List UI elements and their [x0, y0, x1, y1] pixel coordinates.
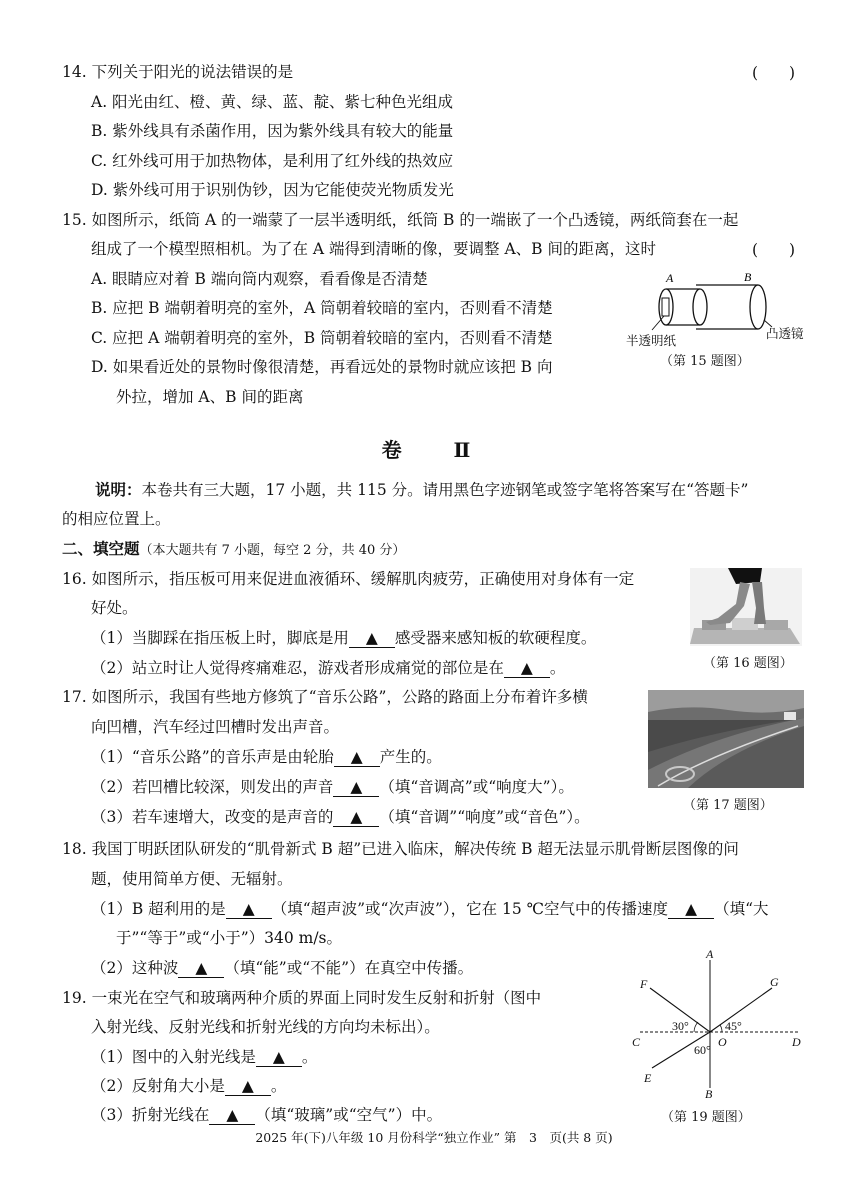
q18-blank3[interactable]: ▲ [178, 959, 224, 978]
mat [690, 628, 800, 644]
q18-blank1[interactable]: ▲ [226, 900, 272, 919]
q15-option-d-line2: 外拉，增加 A、B 间的距离 [116, 388, 304, 406]
q18-sub1-pre: （1）B 超利用的是 [91, 900, 226, 918]
q17-stem-line2: 向凹槽，汽车经过凹槽时发出声音。 [91, 718, 340, 736]
q15-answer-paren[interactable]: ( ) [752, 241, 796, 259]
q17-sub3-post: （填“音调”“响度”或“音色”）。 [379, 808, 590, 826]
q15-stem-line2: 组成了一个模型照相机。为了在 A 端得到清晰的像，要调整 A、B 间的距离，这时 [91, 240, 656, 258]
q14-option-d: D. 紫外线可用于识别伪钞，因为它能使荧光物质发光 [91, 181, 454, 199]
q17-sub2 [91, 776, 574, 798]
q19-sub2 [91, 1075, 286, 1097]
q18-sub1 [91, 898, 769, 920]
q19-blank3[interactable]: ▲ [209, 1106, 255, 1125]
section-note-text: 本卷共有三大题，17 小题，共 115 分。请用黑色字迹钢笔或签字笔将答案写在“答题卡” [141, 481, 749, 499]
page-footer: 2025 年(下)八年级 10 月份科学“独立作业” 第 3 页(共 8 页) [255, 1130, 613, 1145]
q18-blank2[interactable]: ▲ [668, 900, 714, 919]
label-a: A [706, 948, 714, 961]
q16-acupressure-photo [690, 568, 802, 646]
q16-sub2-post: 。 [549, 659, 566, 677]
q17-sub2-pre: （2）若凹槽比较深，则发出的声音 [91, 778, 334, 796]
car [784, 712, 796, 720]
label-g: G [770, 975, 779, 989]
section-note-line2: 的相应位置上。 [62, 510, 171, 528]
angle-30: 30° [672, 1019, 689, 1033]
mat-tile [764, 620, 788, 630]
tube-b-lens-end [750, 285, 766, 329]
q14-option-a: A. 阳光由红、橙、黄、绿、蓝、靛、紫七种色光组成 [91, 93, 454, 111]
q16-sub1-pre: （1）当脚踩在指压板上时，脚底是用 [91, 629, 349, 647]
q19-sub3-pre: （3）折射光线在 [91, 1106, 210, 1124]
angle-45: 45° [725, 1019, 742, 1033]
q16-stem-line1: 16. 如图所示，指压板可用来促进血液循环、缓解肌肉疲劳，正确使用对身体有一定 [62, 570, 635, 588]
q18-sub2-pre: （2）这种波 [91, 959, 179, 977]
q19-sub1-post: 。 [301, 1048, 318, 1066]
q17-sub2-post: （填“音调高”或“响度大”）。 [379, 778, 574, 796]
q17-music-road-photo [648, 690, 804, 788]
q19-blank2[interactable]: ▲ [225, 1077, 271, 1096]
q14-option-b: B. 紫外线具有杀菌作用，因为紫外线具有较大的能量 [91, 122, 454, 140]
arc-30 [694, 1022, 698, 1032]
q15-option-d: D. 如果看近处的景物时像很清楚，再看远处的景物时就应该把 B 向 [91, 358, 553, 376]
q18-stem-line1: 18. 我国丁明跃团队研发的“肌骨新式 B 超”已进入临床，解决传统 B 超无法显示肌骨断层图像的问 [62, 840, 739, 858]
q14-option-c: C. 红外线可用于加热物体，是利用了红外线的热效应 [91, 152, 454, 170]
q15-option-c: C. 应把 A 端朝着明亮的室外，B 筒朝着较暗的室内，否则看不清楚 [91, 329, 553, 347]
q19-sub2-pre: （2）反射角大小是 [91, 1077, 225, 1095]
q17-blank3[interactable]: ▲ [333, 808, 379, 827]
q16-sub1-post: 感受器来感知板的软硬程度。 [394, 629, 597, 647]
part-note: （本大题共有 7 小题，每空 2 分，共 40 分） [139, 543, 406, 558]
q19-blank1[interactable]: ▲ [256, 1048, 302, 1067]
section-note-label: 说明： [95, 480, 142, 499]
q19-sub2-post: 。 [270, 1077, 287, 1095]
q14-answer-paren[interactable]: ( ) [752, 64, 796, 82]
acupressure-board-illustration [690, 568, 802, 646]
q19-sub3 [91, 1104, 442, 1126]
q15-option-a: A. 眼睛应对着 B 端向筒内观察，看看像是否清楚 [91, 270, 428, 288]
q16-sub1 [91, 627, 596, 649]
q17-stem-line1: 17. 如图所示，我国有些地方修筑了“音乐公路”，公路的路面上分布着许多横 [62, 688, 588, 706]
q16-blank2[interactable]: ▲ [504, 659, 550, 678]
q19-stem-line2: 入射光线、反射光线和折射光线的方向均未标出）。 [91, 1018, 440, 1036]
label-c: C [632, 1035, 641, 1049]
section-note [95, 479, 748, 501]
q18-sub1-mid: （填“超声波”或“次声波”），它在 15 ℃空气中的传播速度 [271, 900, 669, 918]
q18-sub2 [91, 957, 473, 979]
angle-60: 60° [694, 1043, 711, 1057]
q18-sub1-line2: 于”“等于”或“小于”）340 m/s。 [116, 929, 343, 947]
q18-sub1-post: （填“大 [714, 900, 769, 918]
section-title: 卷 Ⅱ [381, 438, 487, 462]
part-heading [62, 538, 405, 562]
q17-blank2[interactable]: ▲ [333, 778, 379, 797]
label-convex-lens: 凸透镜 [766, 326, 804, 341]
q19-caption: （第 19 题图） [661, 1110, 751, 1125]
q17-sub3 [91, 806, 590, 828]
q17-caption: （第 17 题图） [683, 798, 773, 813]
shorts [728, 568, 762, 584]
leg-right [752, 582, 766, 624]
label-d: D [792, 1035, 801, 1049]
q19-sub1-pre: （1）图中的入射光线是 [91, 1048, 256, 1066]
q15-stem-line1: 15. 如图所示，纸筒 A 的一端蒙了一层半透明纸，纸筒 B 的一端嵌了一个凸透镜，两纸筒套在一起 [62, 211, 739, 229]
q18-stem-line2: 题，使用简单方便、无辐射。 [91, 870, 293, 888]
label-a: A [666, 272, 674, 285]
arc-45 [720, 1025, 722, 1032]
q14-stem: 14. 下列关于阳光的说法错误的是 [62, 63, 294, 81]
q15-option-b: B. 应把 B 端朝着明亮的室外，A 筒朝着较暗的室内，否则看不清楚 [91, 299, 553, 317]
tube-a-inner-end [693, 289, 707, 325]
q19-stem-line1: 19. 一束光在空气和玻璃两种介质的界面上同时发生反射和折射（图中 [62, 989, 542, 1007]
q19-sub1 [91, 1046, 317, 1068]
q15-caption: （第 15 题图） [660, 354, 750, 369]
q18-sub2-post: （填“能”或“不能”）在真空中传播。 [224, 959, 474, 977]
q19-light-figure [622, 948, 810, 1100]
q16-sub2-pre: （2）站立时让人觉得疼痛难忍，游戏者形成痛觉的部位是在 [91, 659, 504, 677]
q16-blank1[interactable]: ▲ [349, 629, 395, 648]
label-b: B [705, 1087, 713, 1100]
part-title: 二、填空题 [62, 539, 140, 558]
label-e: E [644, 1071, 652, 1085]
q16-caption: （第 16 题图） [703, 656, 793, 671]
label-b: B [744, 272, 752, 284]
label-translucent-paper: 半透明纸 [626, 333, 677, 348]
q17-sub1-post: 产生的。 [379, 748, 442, 766]
q17-sub1 [91, 746, 442, 768]
q17-blank1[interactable]: ▲ [334, 748, 380, 767]
label-o: O [718, 1035, 727, 1049]
label-f: F [640, 977, 648, 991]
q16-stem-line2: 好处。 [91, 599, 138, 617]
q19-sub3-post: （填“玻璃”或“空气”）中。 [255, 1106, 443, 1124]
q16-sub2 [91, 657, 565, 679]
q17-sub3-pre: （3）若车速增大，改变的是声音的 [91, 808, 334, 826]
q17-sub1-pre: （1）“音乐公路”的音乐声是由轮胎 [91, 748, 334, 766]
music-road-illustration [648, 690, 804, 788]
